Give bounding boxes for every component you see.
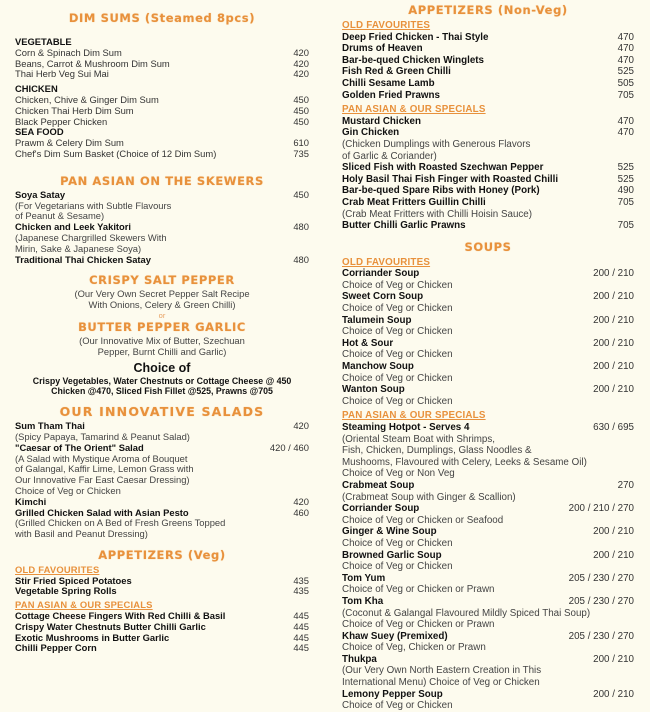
item-name: Bar-be-qued Chicken Winglets xyxy=(342,54,484,66)
item-name: Kimchi xyxy=(15,495,47,507)
item-name: Tom Yum xyxy=(342,572,386,584)
item-description: Choice of Veg or Chicken xyxy=(342,303,453,315)
item-price: 445 xyxy=(293,642,309,654)
item-description: (Our Very Own North Eastern Creation in This xyxy=(342,665,542,677)
menu-item xyxy=(342,162,634,174)
item-name: Grilled Chicken Salad with Asian Pesto xyxy=(15,506,189,518)
item-description: (Chicken Dumplings with Generous Flavors xyxy=(342,138,531,150)
item-price: 200 / 210 xyxy=(593,549,634,561)
item-description: Choice of Veg or Non Veg xyxy=(342,468,455,480)
item-description: Choice of Veg or Chicken xyxy=(342,395,453,407)
item-name: Chicken and Leek Yakitori xyxy=(15,221,132,233)
menu-item xyxy=(342,197,634,209)
menu-column-left xyxy=(15,0,309,654)
menu-item xyxy=(342,268,634,280)
item-name: Vegetable Spring Rolls xyxy=(15,585,117,597)
subsection-label: OLD FAVOURITES xyxy=(15,563,100,575)
category-label: CHICKEN xyxy=(15,83,58,95)
item-description: Choice of Veg or Chicken or Prawn xyxy=(342,619,495,631)
menu-item xyxy=(15,106,309,117)
menu-item xyxy=(15,586,309,597)
item-name: Lemony Pepper Soup xyxy=(342,688,443,700)
item-price: 420 xyxy=(293,46,309,58)
item-name: Holy Basil Thai Fish Finger with Roasted Chilli xyxy=(342,173,559,185)
section-title: PAN ASIAN ON THE SKEWERS xyxy=(60,173,264,188)
subsection-label: PAN ASIAN & OUR SPECIALS xyxy=(342,410,486,422)
item-name: Prawm & Celery Dim Sum xyxy=(15,137,124,149)
item-price: 470 xyxy=(617,127,634,139)
item-name: Sliced Fish with Roasted Szechwan Pepper xyxy=(342,162,544,174)
menu-item xyxy=(342,220,634,232)
item-name: Corn & Spinach Dim Sum xyxy=(15,46,122,58)
item-description: Choice of Veg or Chicken xyxy=(342,537,453,549)
menu-item xyxy=(342,503,634,515)
item-price: 735 xyxy=(293,147,309,159)
spacer xyxy=(15,27,309,33)
item-name: Hot & Sour xyxy=(342,337,394,349)
item-description: Choice of Veg or Chicken xyxy=(342,700,453,712)
item-description: Fish, Chicken, Dumplings, Glass Noodles & xyxy=(342,445,532,457)
section-description: (Our Innovative Mix of Butter, Szechuan xyxy=(79,334,245,346)
item-description: (A Salad with Mystique Aroma of Bouquet xyxy=(15,452,188,464)
section-title: APPETIZERS (Veg) xyxy=(98,547,226,562)
menu-item xyxy=(342,689,634,701)
item-price: 200 / 210 xyxy=(593,337,634,349)
item-name: Chef's Dim Sum Basket (Choice of 12 Dim Sum) xyxy=(15,147,217,159)
item-price: 505 xyxy=(617,77,634,89)
item-price: 490 xyxy=(617,185,634,197)
section-title: CRISPY SALT PEPPER xyxy=(89,273,235,288)
item-price: 450 xyxy=(293,104,309,116)
menu-item xyxy=(342,631,634,643)
item-price: 205 / 230 / 270 xyxy=(568,630,634,642)
item-name: Gin Chicken xyxy=(342,127,400,139)
item-price: 705 xyxy=(617,89,634,101)
item-price: 200 / 210 xyxy=(593,268,634,280)
menu-item xyxy=(15,443,309,454)
item-name: Chilli Pepper Corn xyxy=(15,642,97,654)
item-price: 470 xyxy=(617,43,634,55)
item-name: Corriander Soup xyxy=(342,268,420,280)
item-description: Choice of Veg or Chicken or Prawn xyxy=(342,584,495,596)
item-price: 705 xyxy=(617,196,634,208)
menu-item xyxy=(342,55,634,67)
item-name: Butter Chilli Garlic Prawns xyxy=(342,220,466,232)
section-description: With Onions, Celery & Green Chilli) xyxy=(88,299,236,311)
item-description: Choice of Veg or Chicken xyxy=(342,326,453,338)
item-name: Tom Kha xyxy=(342,595,384,607)
category-label: SEA FOOD xyxy=(15,126,64,138)
item-price: 420 xyxy=(293,420,309,432)
item-description: (Grilled Chicken on A Bed of Fresh Greens Topped xyxy=(15,517,226,529)
item-price: 420 xyxy=(293,57,309,69)
item-name: Chicken, Chive & Ginger Dim Sum xyxy=(15,93,159,105)
menu-item xyxy=(15,497,309,508)
item-description: (Spicy Papaya, Tamarind & Peanut Salad) xyxy=(15,430,190,442)
menu-item xyxy=(15,48,309,59)
item-price: 205 / 230 / 270 xyxy=(568,595,634,607)
subsection-label: OLD FAVOURITES xyxy=(342,20,431,31)
item-price: 200 / 210 xyxy=(593,314,634,326)
item-price: 200 / 210 xyxy=(593,526,634,538)
item-name: Crab Meat Fritters Guillin Chilli xyxy=(342,196,486,208)
item-name: Talumein Soup xyxy=(342,314,412,326)
item-description: of Galangal, Kaffir Lime, Lemon Grass with xyxy=(15,463,194,475)
menu-item xyxy=(342,315,634,327)
item-price: 270 xyxy=(617,479,634,491)
section-title: OUR INNOVATIVE SALADS xyxy=(59,404,265,420)
menu-item xyxy=(342,174,634,186)
item-price: 200 / 210 xyxy=(593,688,634,700)
item-description: Mirin, Sake & Japanese Soya) xyxy=(15,242,142,254)
menu-item xyxy=(342,127,634,139)
item-name: Steaming Hotpot - Serves 4 xyxy=(342,422,470,433)
menu-item xyxy=(342,78,634,90)
choice-heading: Choice of xyxy=(133,360,191,375)
item-price: 610 xyxy=(293,137,309,149)
menu-item xyxy=(342,550,634,562)
item-price: 420 / 460 xyxy=(269,441,309,453)
item-name: Beans, Carrot & Mushroom Dim Sum xyxy=(15,57,170,69)
item-price: 450 xyxy=(293,188,309,200)
item-price: 445 xyxy=(293,610,309,622)
item-name: Thai Herb Veg Sui Mai xyxy=(15,68,109,80)
item-description: Choice of Veg or Chicken xyxy=(342,349,453,361)
section-title: DIM SUMS (Steamed 8pcs) xyxy=(68,11,256,25)
menu-item xyxy=(15,149,309,160)
item-price: 420 xyxy=(293,495,309,507)
item-price: 200 / 210 xyxy=(593,384,634,396)
item-description: (For Vegetarians with Subtle Flavours xyxy=(15,199,172,211)
item-price: 705 xyxy=(617,220,634,232)
menu-item xyxy=(15,190,309,201)
item-name: Corriander Soup xyxy=(342,503,420,515)
item-description: Choice of Veg or Chicken xyxy=(342,561,453,573)
item-description: Choice of Veg or Chicken xyxy=(342,372,453,384)
subsection-label: OLD FAVOURITES xyxy=(342,256,431,268)
item-price: 445 xyxy=(293,620,309,632)
item-price: 435 xyxy=(293,574,309,586)
menu-item xyxy=(342,573,634,585)
menu-item xyxy=(342,116,634,128)
item-description: (Crabmeat Soup with Ginger & Scallion) xyxy=(342,491,516,503)
item-name: Drums of Heaven xyxy=(342,43,423,55)
item-name: Wanton Soup xyxy=(342,384,405,396)
item-price: 470 xyxy=(617,54,634,66)
menu-item xyxy=(342,361,634,373)
menu-item xyxy=(15,643,309,654)
item-description: Choice of Veg or Chicken xyxy=(15,484,121,496)
menu-item xyxy=(342,384,634,396)
item-name: Black Pepper Chicken xyxy=(15,115,108,127)
item-name: Browned Garlic Soup xyxy=(342,549,442,561)
item-price: 420 xyxy=(293,68,309,80)
item-name: Sweet Corn Soup xyxy=(342,291,424,303)
menu-column-right xyxy=(342,0,634,712)
item-price: 470 xyxy=(617,115,634,127)
item-name: Thukpa xyxy=(342,653,377,665)
menu-item xyxy=(342,526,634,538)
section-title: APPETIZERS (Non-Veg) xyxy=(408,3,568,17)
menu-item xyxy=(15,255,309,266)
spacer xyxy=(15,160,309,166)
item-price: 450 xyxy=(293,115,309,127)
item-price: 525 xyxy=(617,173,634,185)
item-price: 630 / 695 xyxy=(593,422,634,433)
subsection-label: PAN ASIAN & OUR SPECIALS xyxy=(15,599,153,611)
item-price: 450 xyxy=(293,93,309,105)
category-label: VEGETABLE xyxy=(15,36,72,47)
item-description: Mushooms, Flavoured with Celery, Leeks & Sesame Oil) xyxy=(342,456,587,468)
item-name: Golden Fried Prawns xyxy=(342,89,440,101)
item-description: of Peanut & Sesame) xyxy=(15,210,105,222)
item-description: with Basil and Peanut Dressing) xyxy=(15,528,148,540)
item-name: Exotic Mushrooms in Butter Garlic xyxy=(15,631,170,643)
item-price: 525 xyxy=(617,66,634,78)
item-description: of Garlic & Coriander) xyxy=(342,150,437,162)
item-price: 445 xyxy=(293,631,309,643)
item-description: (Coconut & Galangal Flavoured Mildly Spiced Thai Soup) xyxy=(342,607,591,619)
item-price: 480 xyxy=(293,221,309,233)
menu-item xyxy=(15,69,309,80)
item-price: 200 / 210 xyxy=(593,291,634,303)
choice-options: Chicken @470, Sliced Fish Fillet @525, Prawns @705 xyxy=(51,386,273,397)
menu-item xyxy=(342,185,634,197)
or-separator: or xyxy=(158,310,166,320)
item-name: Cottage Cheese Fingers With Red Chilli & Basil xyxy=(15,610,226,622)
menu-item xyxy=(342,654,634,666)
menu-item xyxy=(342,422,634,434)
choice-options: Crispy Vegetables, Water Chestnuts or Cottage Cheese @ 450 xyxy=(32,375,292,386)
section-title: BUTTER PEPPER GARLIC xyxy=(78,319,246,334)
item-price: 205 / 230 / 270 xyxy=(568,572,634,584)
item-price: 200 / 210 / 270 xyxy=(568,503,634,515)
item-name: Crispy Water Chestnuts Butter Chilli Garlic xyxy=(15,620,206,632)
item-description: (Japanese Chargrilled Skewers With xyxy=(15,231,167,243)
menu-item xyxy=(342,338,634,350)
menu-item xyxy=(342,32,634,44)
item-description: International Menu) Choice of Veg or Chicken xyxy=(342,677,540,689)
item-price: 480 xyxy=(293,253,309,265)
item-name: Traditional Thai Chicken Satay xyxy=(15,253,151,265)
item-name: "Caesar of The Orient" Salad xyxy=(15,441,144,453)
item-name: Khaw Suey (Premixed) xyxy=(342,630,448,642)
menu-item xyxy=(342,596,634,608)
section-description: (Our Very Own Secret Pepper Salt Recipe xyxy=(74,288,250,300)
menu-item xyxy=(342,90,634,102)
item-name: Manchow Soup xyxy=(342,361,414,373)
item-name: Fish Red & Green Chilli xyxy=(342,66,451,78)
menu-item xyxy=(342,480,634,492)
item-name: Soya Satay xyxy=(15,188,66,200)
menu-item xyxy=(342,43,634,55)
menu-item xyxy=(342,291,634,303)
section-title: SOUPS xyxy=(464,239,512,254)
item-name: Mustard Chicken xyxy=(342,115,421,127)
item-price: 435 xyxy=(293,585,309,597)
item-name: Chicken Thai Herb Dim Sum xyxy=(15,104,134,116)
item-description: Choice of Veg or Chicken or Seafood xyxy=(342,514,504,526)
item-description: (Crab Meat Fritters with Chilli Hoisin Sauce) xyxy=(342,208,533,220)
section-description: Pepper, Burnt Chilli and Garlic) xyxy=(97,345,227,357)
item-name: Chilli Sesame Lamb xyxy=(342,77,435,89)
item-name: Stir Fried Spiced Potatoes xyxy=(15,574,132,586)
item-name: Crabmeat Soup xyxy=(342,479,415,491)
item-price: 460 xyxy=(293,506,309,518)
item-price: 470 xyxy=(617,31,634,43)
item-price: 200 / 210 xyxy=(593,653,634,665)
item-name: Sum Tham Thai xyxy=(15,420,85,432)
item-description: (Oriental Steam Boat with Shrimps, xyxy=(342,433,495,445)
item-description: Choice of Veg or Chicken xyxy=(342,279,453,291)
item-name: Deep Fried Chicken - Thai Style xyxy=(342,31,489,43)
item-name: Ginger & Wine Soup xyxy=(342,526,437,538)
item-description: Our Innovative Far East Caesar Dressing) xyxy=(15,474,190,486)
item-description: Choice of Veg, Chicken or Prawn xyxy=(342,642,486,654)
item-price: 525 xyxy=(617,162,634,174)
item-name: Bar-be-qued Spare Ribs with Honey (Pork) xyxy=(342,185,540,197)
subsection-label: PAN ASIAN & OUR SPECIALS xyxy=(342,104,486,116)
item-price: 200 / 210 xyxy=(593,361,634,373)
menu-item xyxy=(342,66,634,78)
